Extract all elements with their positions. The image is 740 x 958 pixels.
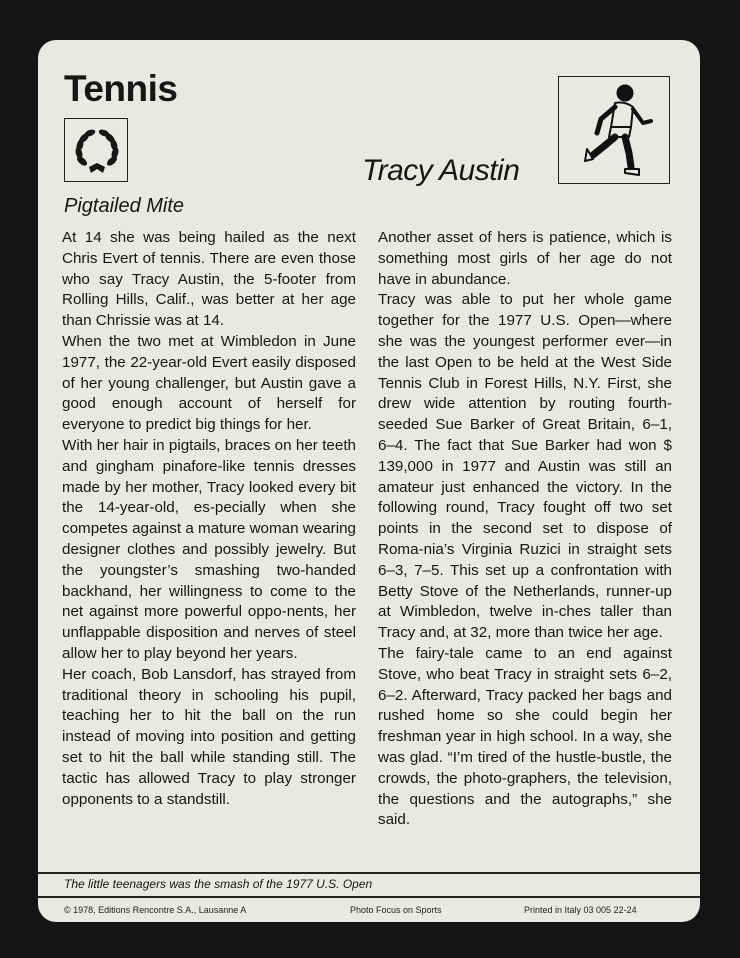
paragraph: Another asset of hers is patience, which is something most girls of her age do not have in abundance. bbox=[378, 229, 672, 288]
copyright-text: © 1978, Editions Rencontre S.A., Lausanne A bbox=[64, 905, 247, 915]
caption-divider-top bbox=[38, 872, 700, 874]
print-info: Printed in Italy 03 005 22-24 bbox=[524, 905, 637, 915]
article-column-right bbox=[378, 228, 672, 831]
paragraph: When the two met at Wimbledon in June 1977, the 22-year-old Evert easily disposed of her young challenger, but Austin gave a good enough account of herself for everyone to predict big things for her. bbox=[62, 332, 356, 434]
player-name: Tracy Austin bbox=[362, 154, 520, 187]
paragraph: Her coach, Bob Lansdorf, has strayed from traditional theory in schooling his pupil, teaching her to hit the ball on the run instead of moving into position and getting set to hit the ball while standing still. The tactic has allowed Tracy to play stronger opponents to a standstill. bbox=[62, 665, 356, 808]
article-column-left bbox=[62, 228, 356, 810]
caption-divider-bottom bbox=[38, 896, 700, 898]
tennis-player-running-icon bbox=[558, 76, 670, 184]
category-title: Tennis bbox=[64, 68, 178, 109]
photo-caption: The little teenagers was the smash of the 1977 U.S. Open bbox=[64, 877, 373, 891]
trading-card bbox=[38, 40, 700, 922]
paragraph: The fairy-tale came to an end against Stove, who beat Tracy in straight sets 6–2, 6–2. Afterward, Tracy packed her bags and rushed home so she could begin her freshman year in high school. In a way, she was glad. “I’m tired of the hustle-bustle, the crowds, the photo-graphers, the television, the questions and the autographs,” she said. bbox=[378, 644, 672, 829]
photo-credit: Photo Focus on Sports bbox=[350, 905, 442, 915]
card-subtitle: Pigtailed Mite bbox=[64, 195, 185, 217]
laurel-wreath-icon bbox=[64, 118, 128, 182]
paragraph: At 14 she was being hailed as the next Chris Evert of tennis. There are even those who say Tracy Austin, the 5-footer from Rolling Hills, Calif., was better at her age than Chrissie was at 14. bbox=[62, 229, 356, 330]
paragraph: Tracy was able to put her whole game together for the 1977 U.S. Open—where she was the youngest performer ever—in the last Open to be held at the West Side Tennis Club in Forest Hills, N.Y. First, she drew wide attention by routing fourth-seeded Sue Barker of Great Britain, 6–1, 6–4. The fact that Sue Barker had won $ 139,000 in 1977 and Austin was still an amateur just enhanced the victory. In the following round, Tracy fought off two set points in the second set to dispose of Roma-nia’s Virginia Ruzici in straight sets 6–3, 7–5. This set up a confrontation with Betty Stove of the Netherlands, runner-up at Wimbledon, twelve in-ches taller than Tracy and, at 32, more than twice her age. bbox=[378, 291, 672, 642]
paragraph: With her hair in pigtails, braces on her teeth and gingham pinafore-like tennis dresses made by her mother, Tracy looked every bit the 14-year-old, es-pecially when she competes against a mature woman wearing designer clothes and possibly jewelry. But the youngster’s smashing two-handed backhand, her willingness to come to the net against more powerful oppo-nents, her unflappable disposition and nerves of steel allow her to play beyond her years. bbox=[62, 436, 356, 662]
